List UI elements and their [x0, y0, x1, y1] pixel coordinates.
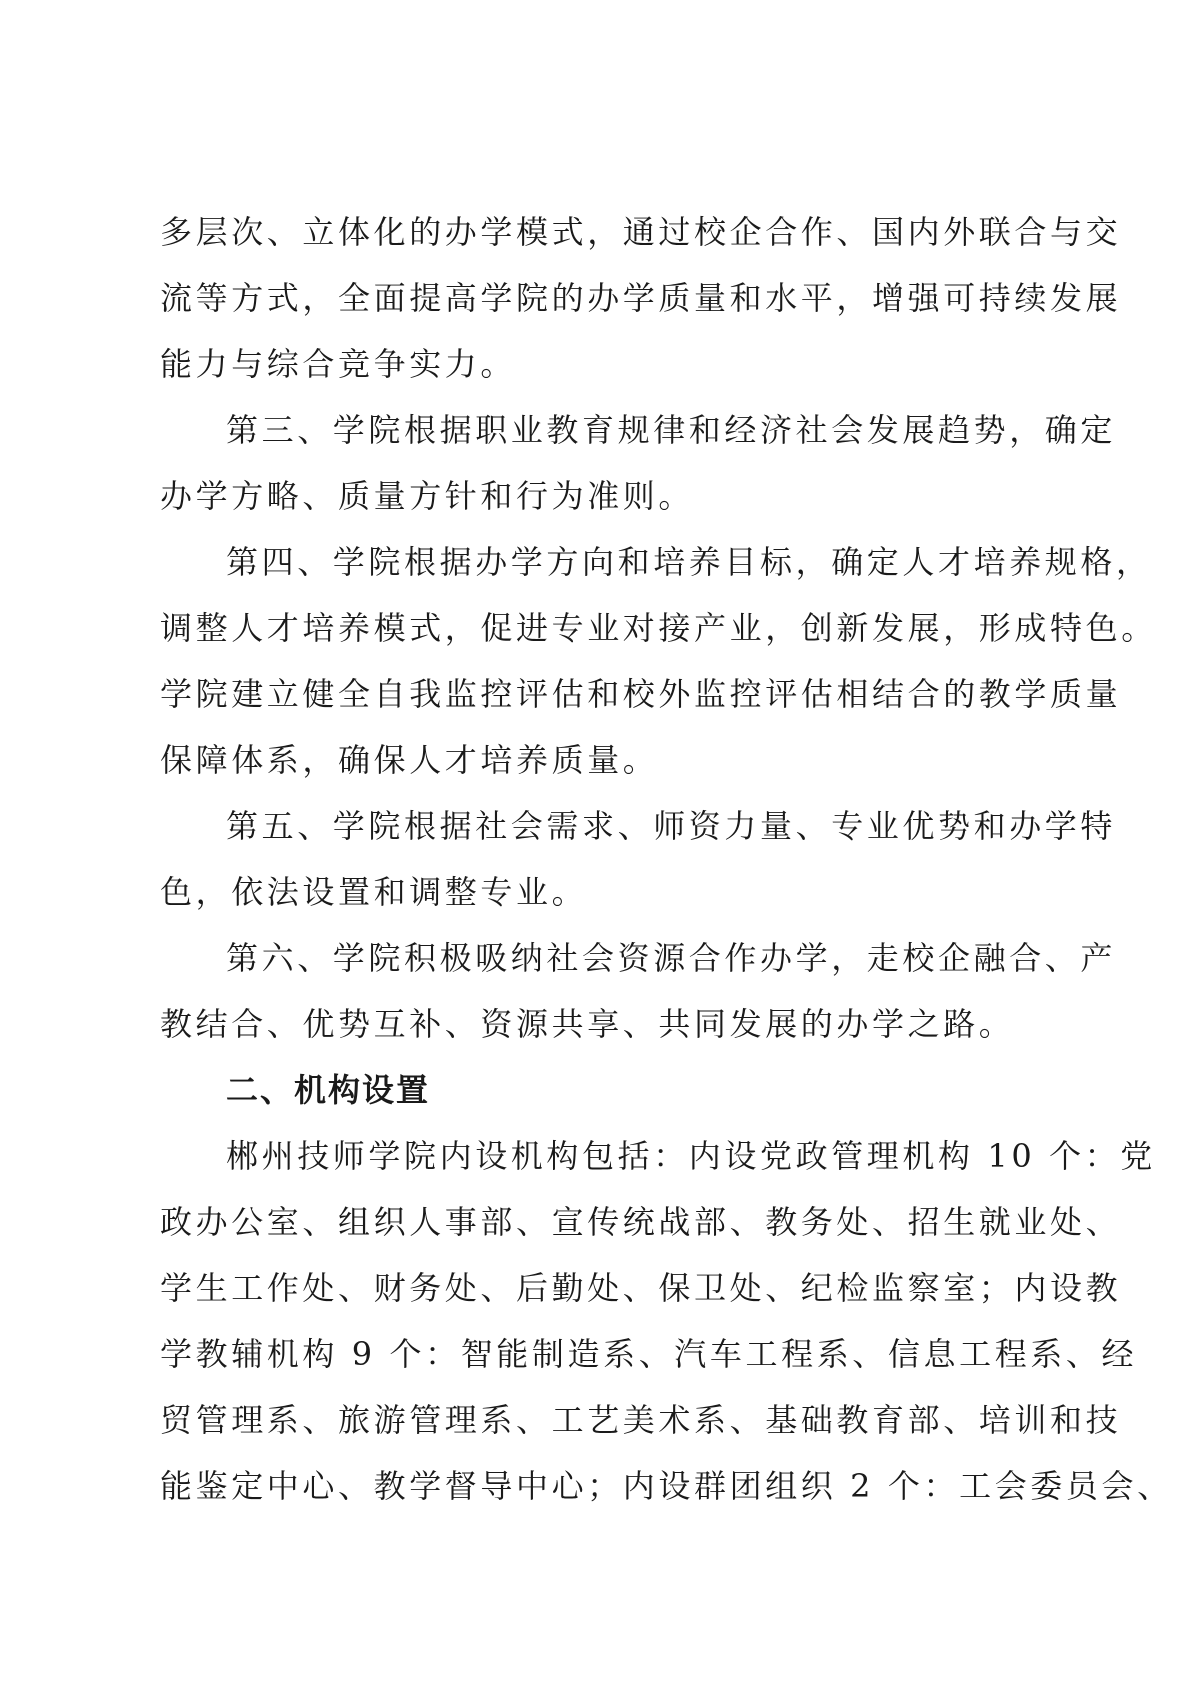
- text-line-13: 教结合、优势互补、资源共享、共同发展的办学之路。: [160, 1005, 1015, 1043]
- text-line-1: 多层次、立体化的办学模式，通过校企合作、国内外联合与交: [160, 213, 1122, 251]
- paragraph-fourth: 第四、学院根据办学方向和培养目标，确定人才培养规格，: [226, 543, 1152, 581]
- text-line-11: 色，依法设置和调整专业。: [160, 873, 588, 911]
- text-line-8: 学院建立健全自我监控评估和校外监控评估相结合的教学质量: [160, 675, 1122, 713]
- section-heading: 二、机构设置: [226, 1071, 431, 1109]
- text-line-3: 能力与综合竞争实力。: [160, 345, 517, 383]
- text-line-19: 贸管理系、旅游管理系、工艺美术系、基础教育部、培训和技: [160, 1401, 1122, 1439]
- text-line-18: 学教辅机构 9 个：智能制造系、汽车工程系、信息工程系、经: [160, 1335, 1138, 1373]
- text-line-17: 学生工作处、财务处、后勤处、保卫处、纪检监察室；内设教: [160, 1269, 1122, 1307]
- text-line-5: 办学方略、质量方针和行为准则。: [160, 477, 695, 515]
- text-line-7: 调整人才培养模式，促进专业对接产业，创新发展，形成特色。: [160, 609, 1157, 647]
- text-line-16: 政办公室、组织人事部、宣传统战部、教务处、招生就业处、: [160, 1203, 1122, 1241]
- paragraph-institutions: 郴州技师学院内设机构包括：内设党政管理机构 10 个：党: [226, 1137, 1156, 1175]
- paragraph-third: 第三、学院根据职业教育规律和经济社会发展趋势，确定: [226, 411, 1117, 449]
- text-line-2: 流等方式，全面提高学院的办学质量和水平，增强可持续发展: [160, 279, 1122, 317]
- text-line-9: 保障体系，确保人才培养质量。: [160, 741, 659, 779]
- paragraph-sixth: 第六、学院积极吸纳社会资源合作办学，走校企融合、产: [226, 939, 1117, 977]
- text-line-20: 能鉴定中心、教学督导中心；内设群团组织 2 个：工会委员会、: [160, 1467, 1173, 1505]
- paragraph-fifth: 第五、学院根据社会需求、师资力量、专业优势和办学特: [226, 807, 1117, 845]
